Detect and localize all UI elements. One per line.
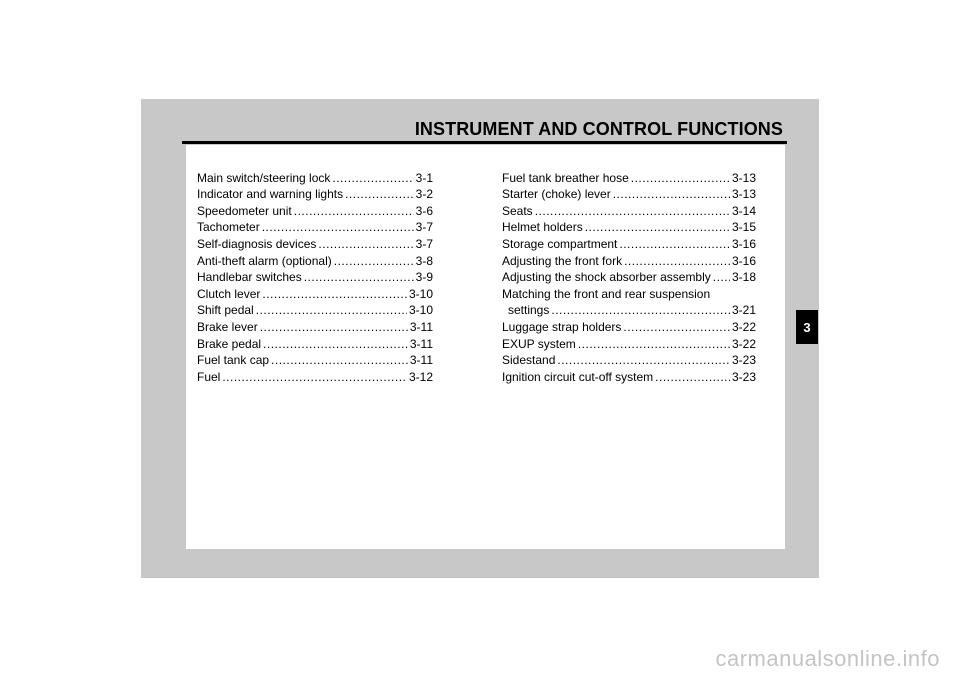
toc-entry[interactable] bbox=[502, 202, 756, 219]
toc-entry-page: 3-16 bbox=[731, 236, 756, 251]
toc-entry[interactable] bbox=[197, 169, 433, 186]
toc-entry-page: 3-23 bbox=[731, 353, 756, 368]
toc-entry-label: Clutch lever bbox=[197, 286, 261, 301]
toc-entry-label: Sidestand bbox=[502, 353, 556, 368]
toc-entry[interactable] bbox=[197, 219, 433, 236]
toc-entry-label: Brake lever bbox=[197, 319, 258, 334]
toc-panel bbox=[186, 145, 785, 549]
toc-entry[interactable] bbox=[502, 318, 756, 335]
toc-entry-label: Fuel bbox=[197, 369, 221, 384]
toc-entry[interactable] bbox=[502, 219, 756, 236]
toc-entry-label: Self-diagnosis devices bbox=[197, 236, 317, 251]
toc-entry[interactable] bbox=[502, 285, 756, 302]
toc-leader-dots bbox=[332, 170, 413, 186]
toc-entry[interactable] bbox=[502, 302, 756, 319]
toc-entry-page: 3-12 bbox=[408, 369, 433, 384]
toc-entry-label: EXUP system bbox=[502, 336, 576, 351]
toc-entry[interactable] bbox=[197, 202, 433, 219]
toc-leader-dots bbox=[619, 236, 730, 252]
toc-entry[interactable] bbox=[502, 252, 756, 269]
toc-entry-label: Storage compartment bbox=[502, 236, 618, 251]
toc-entry-label: Seats bbox=[502, 203, 533, 218]
toc-entry-page: 3-18 bbox=[731, 270, 756, 285]
toc-leader-dots bbox=[222, 369, 407, 385]
toc-leader-dots bbox=[557, 352, 730, 368]
toc-leader-dots bbox=[262, 219, 414, 235]
toc-entry[interactable] bbox=[502, 352, 756, 369]
toc-entry[interactable] bbox=[502, 368, 756, 385]
toc-entry-page: 3-2 bbox=[415, 187, 433, 202]
toc-entry[interactable] bbox=[502, 186, 756, 203]
toc-column-right bbox=[502, 169, 756, 385]
toc-entry-page: 3-13 bbox=[731, 170, 756, 185]
toc-leader-dots bbox=[271, 352, 408, 368]
toc-leader-dots bbox=[256, 302, 407, 318]
toc-entry-page: 3-7 bbox=[415, 220, 433, 235]
toc-entry-page: 3-21 bbox=[731, 303, 756, 318]
toc-leader-dots bbox=[263, 336, 408, 352]
toc-entry-label: Helmet holders bbox=[502, 220, 583, 235]
toc-entry-label: Brake pedal bbox=[197, 336, 262, 351]
chapter-tab: 3 bbox=[796, 310, 818, 344]
toc-entry[interactable] bbox=[197, 252, 433, 269]
toc-entry-label: Adjusting the shock absorber assembly bbox=[502, 270, 711, 285]
toc-entry[interactable] bbox=[197, 302, 433, 319]
watermark: carmanualsonline.info bbox=[715, 646, 940, 671]
toc-entry-page: 3-13 bbox=[731, 187, 756, 202]
page-title: INSTRUMENT AND CONTROL FUNCTIONS bbox=[414, 119, 783, 139]
toc-leader-dots bbox=[535, 203, 730, 219]
toc-entry-label: Tachometer bbox=[197, 220, 260, 235]
toc-entry-label: settings bbox=[508, 303, 550, 318]
title-rule bbox=[182, 141, 787, 144]
toc-entry-page: 3-22 bbox=[731, 336, 756, 351]
toc-entry-label: Starter (choke) lever bbox=[502, 187, 611, 202]
toc-leader-dots bbox=[304, 269, 414, 285]
toc-entry-label: Adjusting the front fork bbox=[502, 253, 623, 268]
toc-leader-dots bbox=[655, 369, 730, 385]
toc-entry[interactable] bbox=[197, 269, 433, 286]
toc-entry-page: 3-1 bbox=[415, 170, 433, 185]
toc-entry-label: Fuel tank cap bbox=[197, 353, 270, 368]
toc-entry-page: 3-22 bbox=[731, 319, 756, 334]
toc-leader-dots bbox=[260, 319, 408, 335]
toc-entry-page: 3-23 bbox=[731, 369, 756, 384]
toc-entry-label: Fuel tank breather hose bbox=[502, 170, 629, 185]
manual-page bbox=[141, 99, 819, 578]
toc-entry-page: 3-16 bbox=[731, 253, 756, 268]
toc-entry[interactable] bbox=[502, 235, 756, 252]
toc-entry-page: 3-14 bbox=[731, 203, 756, 218]
toc-leader-dots bbox=[623, 319, 730, 335]
toc-entry-label: Luggage strap holders bbox=[502, 319, 622, 334]
toc-entry[interactable] bbox=[502, 269, 756, 286]
toc-entry-page: 3-6 bbox=[415, 203, 433, 218]
toc-entry[interactable] bbox=[502, 335, 756, 352]
toc-leader-dots bbox=[262, 286, 407, 302]
toc-entry-page: 3-15 bbox=[731, 220, 756, 235]
toc-leader-dots bbox=[294, 203, 414, 219]
toc-leader-dots bbox=[578, 336, 730, 352]
toc-entry[interactable] bbox=[197, 235, 433, 252]
toc-leader-dots bbox=[624, 253, 730, 269]
toc-entry-label: Anti-theft alarm (optional) bbox=[197, 253, 332, 268]
toc-entry-label: Shift pedal bbox=[197, 303, 254, 318]
toc-column-left bbox=[197, 169, 433, 385]
toc-entry[interactable] bbox=[197, 318, 433, 335]
toc-leader-dots bbox=[713, 269, 730, 285]
toc-entry-label: Matching the front and rear suspension bbox=[502, 286, 711, 301]
toc-entry[interactable] bbox=[197, 352, 433, 369]
toc-entry-page: 3-11 bbox=[409, 353, 433, 368]
toc-entry-label: Indicator and warning lights bbox=[197, 187, 344, 202]
toc-leader-dots bbox=[345, 186, 414, 202]
toc-entry[interactable] bbox=[197, 186, 433, 203]
toc-leader-dots bbox=[334, 253, 414, 269]
toc-entry[interactable] bbox=[197, 368, 433, 385]
toc-entry[interactable] bbox=[197, 335, 433, 352]
toc-entry-page: 3-11 bbox=[409, 336, 433, 351]
toc-entry-label: Handlebar switches bbox=[197, 270, 302, 285]
toc-entry[interactable] bbox=[197, 285, 433, 302]
toc-entry-label: Speedometer unit bbox=[197, 203, 292, 218]
toc-entry-page: 3-10 bbox=[408, 303, 433, 318]
toc-entry-page: 3-10 bbox=[408, 286, 433, 301]
toc-entry[interactable] bbox=[502, 169, 756, 186]
toc-leader-dots bbox=[585, 219, 730, 235]
toc-entry-page: 3-7 bbox=[415, 236, 433, 251]
toc-entry-label: Main switch/steering lock bbox=[197, 170, 331, 185]
toc-leader-dots bbox=[551, 302, 730, 318]
toc-leader-dots bbox=[318, 236, 413, 252]
toc-entry-page: 3-8 bbox=[415, 253, 433, 268]
toc-entry-label: Ignition circuit cut-off system bbox=[502, 369, 654, 384]
toc-entry-page: 3-11 bbox=[409, 319, 433, 334]
toc-entry-page: 3-9 bbox=[415, 270, 433, 285]
toc-leader-dots bbox=[631, 170, 730, 186]
toc-leader-dots bbox=[613, 186, 730, 202]
